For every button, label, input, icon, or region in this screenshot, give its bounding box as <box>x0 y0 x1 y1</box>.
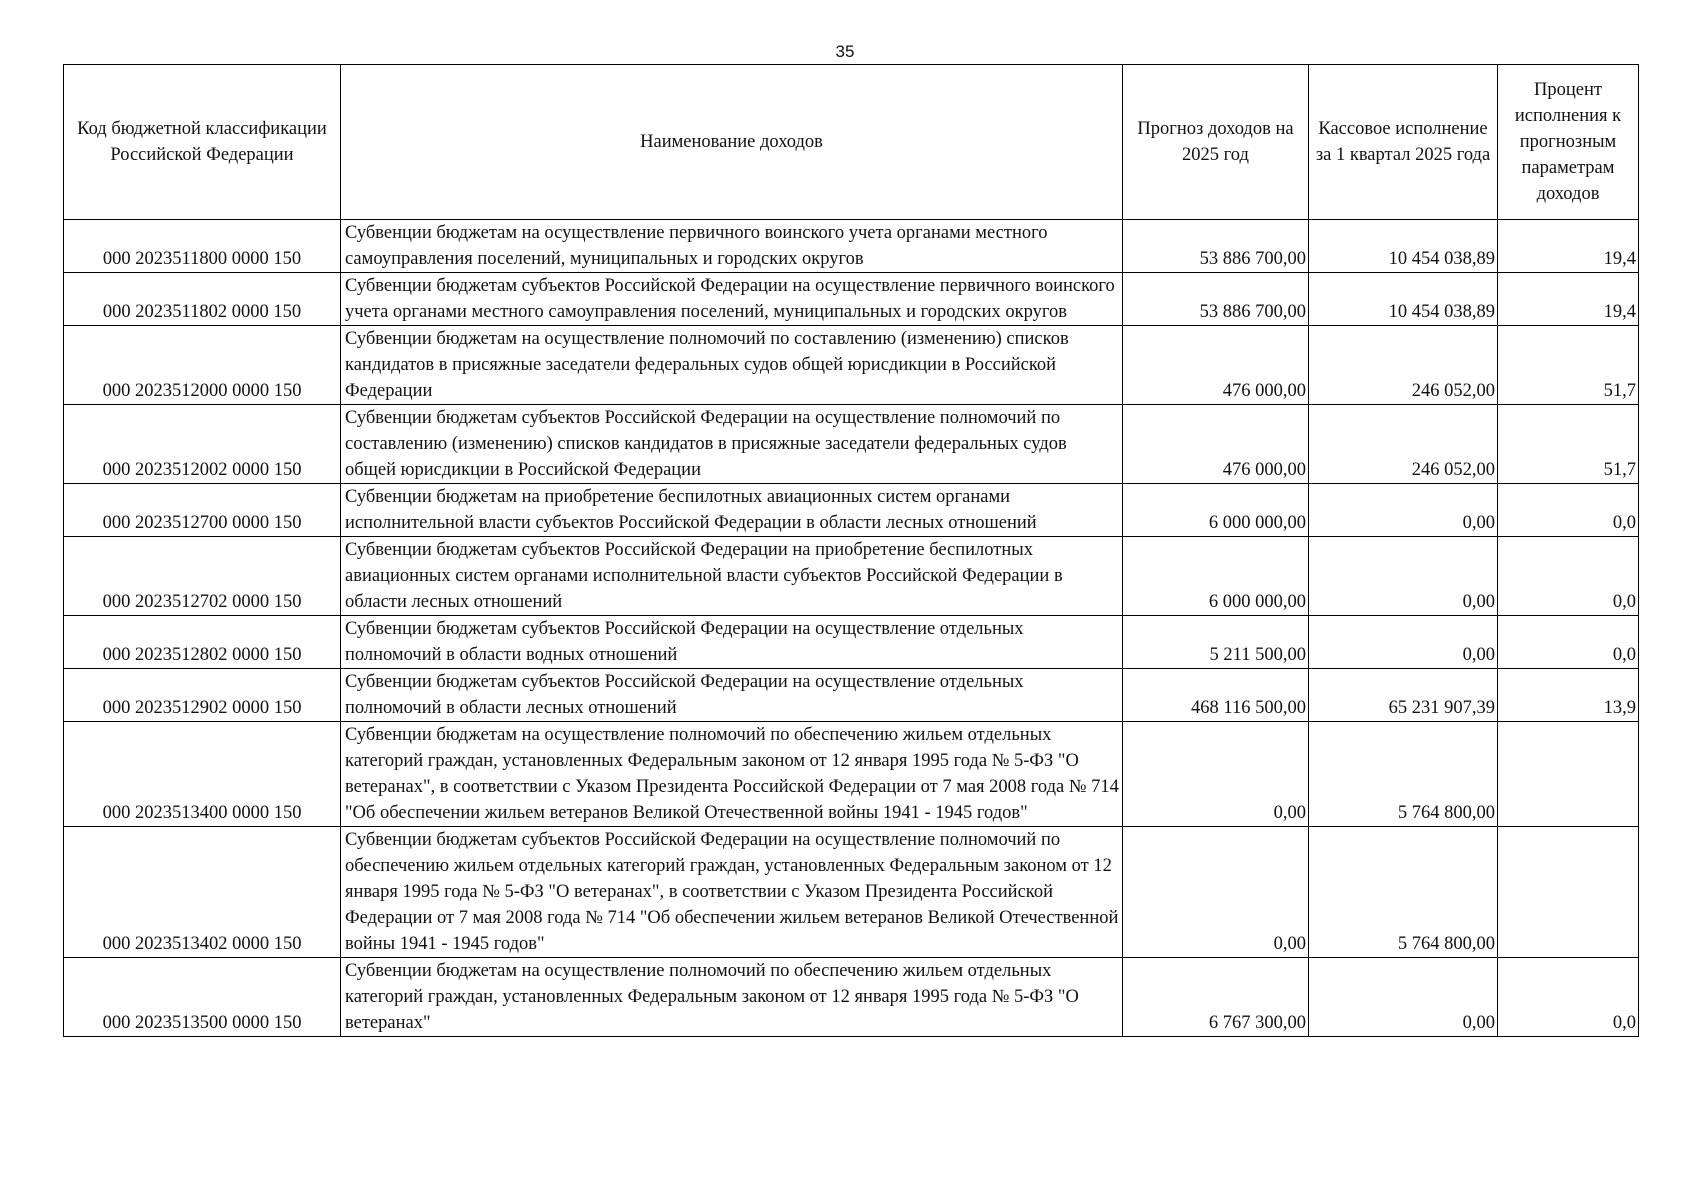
header-execution: Кассовое исполнение за 1 квартал 2025 года <box>1309 65 1498 220</box>
table-row <box>64 722 1639 827</box>
cell-execution: 65 231 907,39 <box>1309 669 1498 722</box>
cell-percent: 0,0 <box>1498 537 1639 616</box>
cell-name: Субвенции бюджетам на осуществление полномочий по обеспечению жильем отдельных категорий граждан, установленных Федеральным законом от 12 января 1995 года № 5-ФЗ "О ветеранах" <box>341 958 1123 1037</box>
cell-forecast: 5 211 500,00 <box>1123 616 1309 669</box>
cell-percent <box>1498 722 1639 827</box>
cell-percent: 19,4 <box>1498 273 1639 326</box>
cell-forecast: 0,00 <box>1123 827 1309 958</box>
page-number: 35 <box>835 42 855 61</box>
cell-name: Субвенции бюджетам субъектов Российской Федерации на осуществление полномочий по обеспечению жильем отдельных категорий граждан, установленных Федеральным законом от 12 января 1995 года № 5-ФЗ "О ветеранах", в соответствии с Указом Президента Российской Федерации от 7 мая 2008 года № 714 "Об обеспечении жильем ветеранов Великой Отечественной войны 1941 - 1945 годов" <box>341 827 1123 958</box>
cell-code: 000 2023512700 0000 150 <box>64 484 341 537</box>
cell-name: Субвенции бюджетам субъектов Российской Федерации на приобретение беспилотных авиационных систем органами исполнительной власти субъектов Российской Федерации в области лесных отношений <box>341 537 1123 616</box>
cell-code: 000 2023512702 0000 150 <box>64 537 341 616</box>
cell-percent: 0,0 <box>1498 484 1639 537</box>
table-header <box>64 65 1639 220</box>
cell-name: Субвенции бюджетам на осуществление полномочий по обеспечению жильем отдельных категорий граждан, установленных Федеральным законом от 12 января 1995 года № 5-ФЗ "О ветеранах", в соответствии с Указом Президента Российской Федерации от 7 мая 2008 года № 714 "Об обеспечении жильем ветеранов Великой Отечественной войны 1941 - 1945 годов" <box>341 722 1123 827</box>
cell-execution: 0,00 <box>1309 958 1498 1037</box>
cell-execution: 10 454 038,89 <box>1309 220 1498 273</box>
cell-code: 000 2023511802 0000 150 <box>64 273 341 326</box>
header-name: Наименование доходов <box>341 65 1123 220</box>
cell-forecast: 53 886 700,00 <box>1123 273 1309 326</box>
table-row <box>64 616 1639 669</box>
revenue-table <box>63 64 1639 1037</box>
cell-forecast: 6 767 300,00 <box>1123 958 1309 1037</box>
cell-percent: 51,7 <box>1498 405 1639 484</box>
table-row <box>64 827 1639 958</box>
table-row <box>64 220 1639 273</box>
cell-forecast: 476 000,00 <box>1123 405 1309 484</box>
table-row <box>64 326 1639 405</box>
cell-forecast: 0,00 <box>1123 722 1309 827</box>
cell-code: 000 2023513500 0000 150 <box>64 958 341 1037</box>
cell-forecast: 468 116 500,00 <box>1123 669 1309 722</box>
cell-name: Субвенции бюджетам субъектов Российской Федерации на осуществление отдельных полномочий в области водных отношений <box>341 616 1123 669</box>
cell-percent: 51,7 <box>1498 326 1639 405</box>
cell-code: 000 2023512000 0000 150 <box>64 326 341 405</box>
cell-execution: 246 052,00 <box>1309 405 1498 484</box>
table-row <box>64 669 1639 722</box>
cell-execution: 5 764 800,00 <box>1309 722 1498 827</box>
table-row <box>64 958 1639 1037</box>
cell-percent: 0,0 <box>1498 616 1639 669</box>
table-body <box>64 220 1639 1037</box>
cell-name: Субвенции бюджетам на осуществление первичного воинского учета органами местного самоуправления поселений, муниципальных и городских округов <box>341 220 1123 273</box>
cell-code: 000 2023512002 0000 150 <box>64 405 341 484</box>
cell-execution: 246 052,00 <box>1309 326 1498 405</box>
header-percent: Процент исполнения к прогнозным параметрам доходов <box>1498 65 1639 220</box>
cell-execution: 5 764 800,00 <box>1309 827 1498 958</box>
header-code: Код бюджетной классификации Российской Федерации <box>64 65 341 220</box>
cell-name: Субвенции бюджетам на приобретение беспилотных авиационных систем органами исполнительной власти субъектов Российской Федерации в области лесных отношений <box>341 484 1123 537</box>
table-row <box>64 405 1639 484</box>
cell-forecast: 476 000,00 <box>1123 326 1309 405</box>
cell-execution: 0,00 <box>1309 484 1498 537</box>
table-row <box>64 484 1639 537</box>
cell-percent: 13,9 <box>1498 669 1639 722</box>
cell-forecast: 6 000 000,00 <box>1123 537 1309 616</box>
cell-percent <box>1498 827 1639 958</box>
cell-code: 000 2023512802 0000 150 <box>64 616 341 669</box>
cell-forecast: 6 000 000,00 <box>1123 484 1309 537</box>
table-row <box>64 273 1639 326</box>
cell-name: Субвенции бюджетам субъектов Российской Федерации на осуществление отдельных полномочий в области лесных отношений <box>341 669 1123 722</box>
cell-code: 000 2023512902 0000 150 <box>64 669 341 722</box>
cell-forecast: 53 886 700,00 <box>1123 220 1309 273</box>
cell-code: 000 2023511800 0000 150 <box>64 220 341 273</box>
cell-code: 000 2023513402 0000 150 <box>64 827 341 958</box>
cell-percent: 0,0 <box>1498 958 1639 1037</box>
cell-percent: 19,4 <box>1498 220 1639 273</box>
header-forecast: Прогноз доходов на 2025 год <box>1123 65 1309 220</box>
cell-execution: 0,00 <box>1309 537 1498 616</box>
cell-execution: 10 454 038,89 <box>1309 273 1498 326</box>
cell-name: Субвенции бюджетам субъектов Российской Федерации на осуществление первичного воинского учета органами местного самоуправления поселений, муниципальных и городских округов <box>341 273 1123 326</box>
table-row <box>64 537 1639 616</box>
cell-name: Субвенции бюджетам субъектов Российской Федерации на осуществление полномочий по составлению (изменению) списков кандидатов в присяжные заседатели федеральных судов общей юрисдикции в Российской Федерации <box>341 405 1123 484</box>
cell-name: Субвенции бюджетам на осуществление полномочий по составлению (изменению) списков кандидатов в присяжные заседатели федеральных судов общей юрисдикции в Российской Федерации <box>341 326 1123 405</box>
cell-execution: 0,00 <box>1309 616 1498 669</box>
cell-code: 000 2023513400 0000 150 <box>64 722 341 827</box>
